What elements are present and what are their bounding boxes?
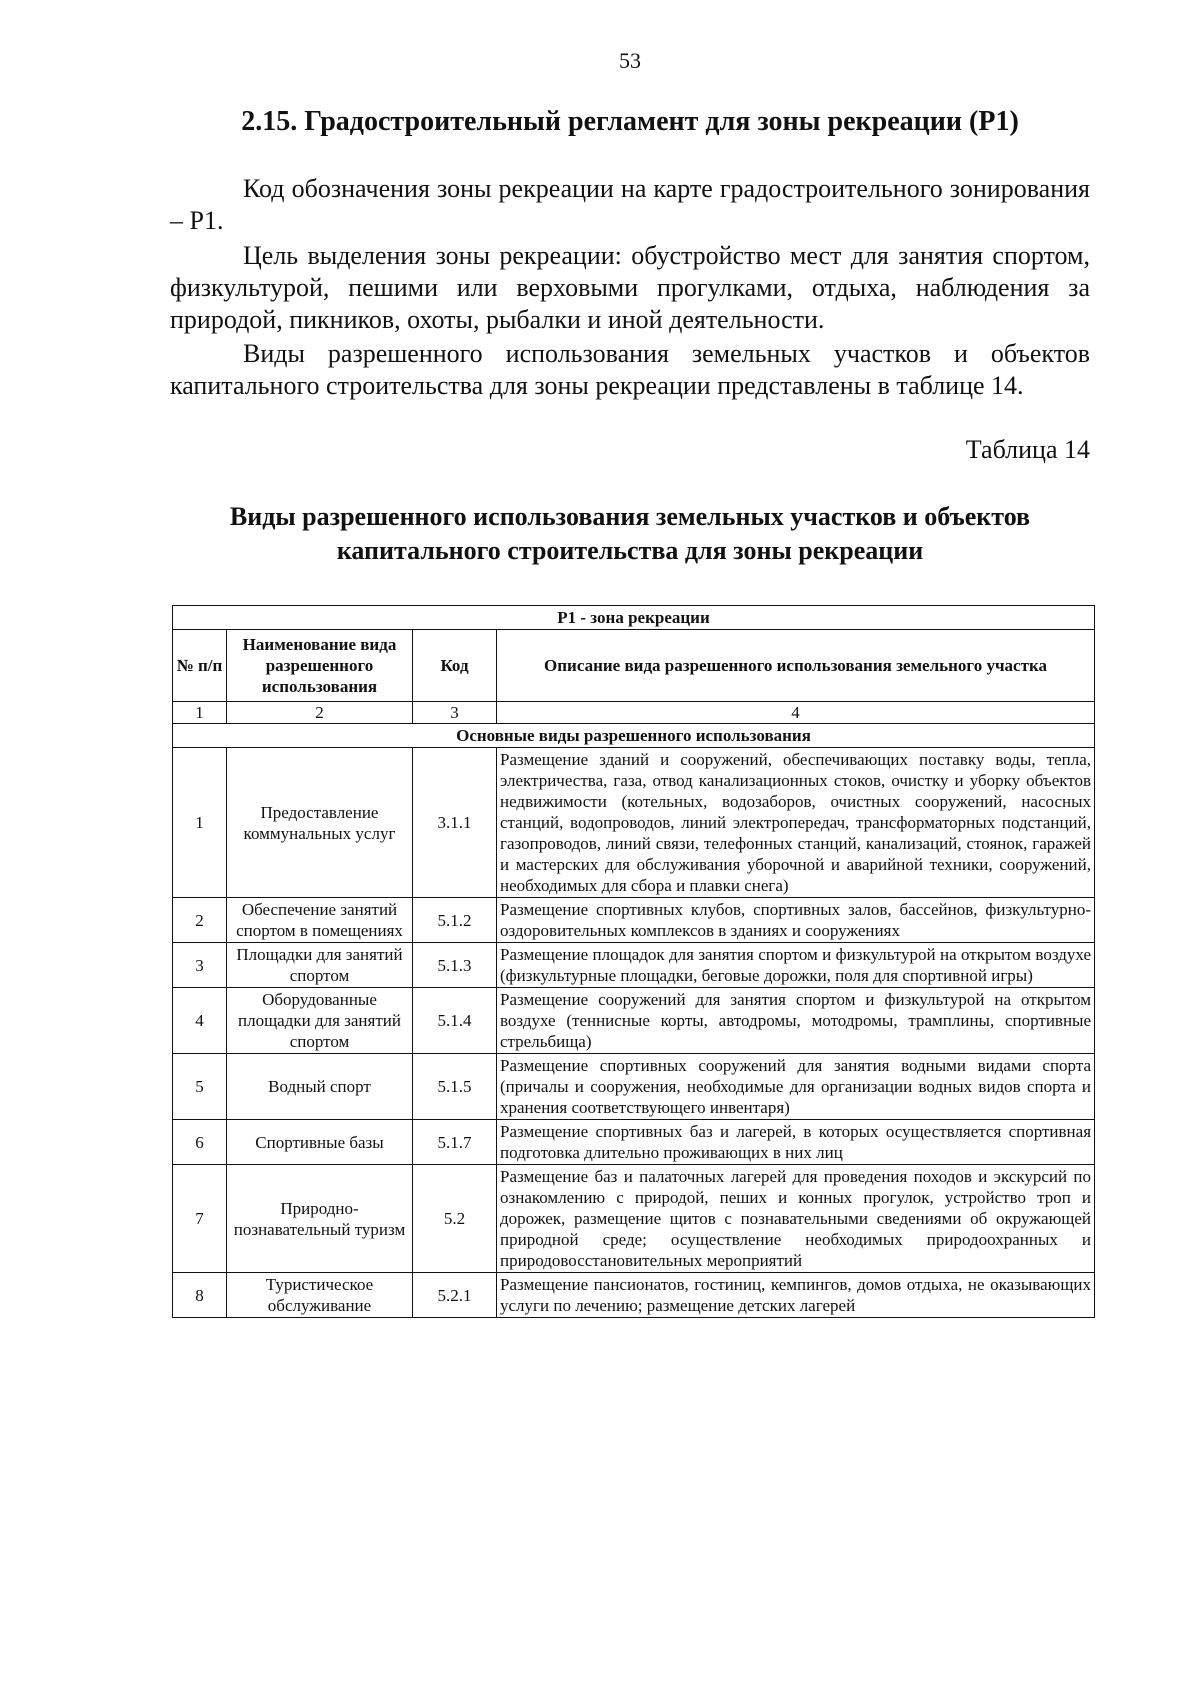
table-row bbox=[173, 898, 1095, 943]
row-number: 7 bbox=[173, 1165, 227, 1273]
column-number: 2 bbox=[227, 702, 413, 724]
use-name: Предоставление коммунальных услуг bbox=[227, 748, 413, 898]
use-code: 5.1.4 bbox=[413, 988, 497, 1054]
use-description: Размещение зданий и сооружений, обеспечивающих поставку воды, тепла, электричества, газа, отвод канализационных стоков, очистку и уборку объектов недвижимости (котельных, водозаборов, очистных сооружений, насосных станций, водопроводов, линий электропередач, трансформаторных подстанций, газопроводов, линий связи, телефонных станций, канализаций, стоянок, гаражей и мастерских для обслуживания уборочной и аварийной техники, сооружений, необходимых для сбора и плавки снега) bbox=[497, 748, 1095, 898]
paragraph-text: Цель выделения зоны рекреации: обустройство мест для занятия спортом, физкультурой, пешими или верховыми прогулками, отдыха, наблюдения за природой, пикников, охоты, рыбалки и иной деятельности. bbox=[170, 241, 1090, 334]
paragraph-text: Код обозначения зоны рекреации на карте градостроительного зонирования – Р1. bbox=[170, 174, 1090, 235]
use-code: 5.1.2 bbox=[413, 898, 497, 943]
header-desc: Описание вида разрешенного использования земельного участка bbox=[497, 630, 1095, 702]
zone-title: Р1 - зона рекреации bbox=[173, 606, 1095, 630]
column-number: 4 bbox=[497, 702, 1095, 724]
use-description: Размещение пансионатов, гостиниц, кемпингов, домов отдыха, не оказывающих услуги по лечению; размещение детских лагерей bbox=[497, 1273, 1095, 1318]
table-row bbox=[173, 1120, 1095, 1165]
use-name: Водный спорт bbox=[227, 1054, 413, 1120]
use-code: 5.2.1 bbox=[413, 1273, 497, 1318]
row-number: 3 bbox=[173, 943, 227, 988]
table-row bbox=[173, 748, 1095, 898]
header-num: № п/п bbox=[173, 630, 227, 702]
header-name: Наименование вида разрешенного использования bbox=[227, 630, 413, 702]
row-number: 8 bbox=[173, 1273, 227, 1318]
column-number-row bbox=[173, 702, 1095, 724]
header-row bbox=[173, 630, 1095, 702]
zone-title-row bbox=[173, 606, 1095, 630]
use-description: Размещение площадок для занятия спортом и физкультурой на открытом воздухе (физкультурные площадки, беговые дорожки, поля для спортивной игры) bbox=[497, 943, 1095, 988]
use-code: 5.1.7 bbox=[413, 1120, 497, 1165]
use-name: Туристическое обслуживание bbox=[227, 1273, 413, 1318]
paragraph-permitted-uses bbox=[170, 338, 1090, 402]
group-title: Основные виды разрешенного использования bbox=[173, 724, 1095, 748]
use-code: 3.1.1 bbox=[413, 748, 497, 898]
section-title: 2.15. Градостроительный регламент для зоны рекреации (Р1) bbox=[241, 106, 1019, 137]
use-description: Размещение сооружений для занятия спортом и физкультурой на открытом воздухе (теннисные корты, автодромы, мотодромы, трамплины, спортивные стрельбища) bbox=[497, 988, 1095, 1054]
row-number: 6 bbox=[173, 1120, 227, 1165]
use-description: Размещение спортивных клубов, спортивных залов, бассейнов, физкультурно-оздоровительных комплексов в зданиях и сооружениях bbox=[497, 898, 1095, 943]
paragraph-zone-code bbox=[170, 173, 1090, 237]
use-description: Размещение спортивных баз и лагерей, в которых осуществляется спортивная подготовка длительно проживающих в них лиц bbox=[497, 1120, 1095, 1165]
paragraph-text: Виды разрешенного использования земельных участков и объектов капитального строительства для зоны рекреации представлены в таблице 14. bbox=[170, 339, 1090, 400]
use-name: Обеспечение занятий спортом в помещениях bbox=[227, 898, 413, 943]
row-number: 5 bbox=[173, 1054, 227, 1120]
table-row bbox=[173, 1165, 1095, 1273]
use-description: Размещение баз и палаточных лагерей для проведения походов и экскурсий по ознакомлению с природой, пеших и конных прогулок, устройство троп и дорожек, размещение щитов с познавательными сведениями об окружающей природной среде; осуществление необходимых природоохранных и природовосстановительных мероприятий bbox=[497, 1165, 1095, 1273]
column-number: 1 bbox=[173, 702, 227, 724]
permitted-use-table bbox=[172, 605, 1095, 1318]
use-name: Природно-познавательный туризм bbox=[227, 1165, 413, 1273]
use-code: 5.1.3 bbox=[413, 943, 497, 988]
use-description: Размещение спортивных сооружений для занятия водными видами спорта (причалы и сооружения, необходимые для организации водных видов спорта и хранения соответствующего инвентаря) bbox=[497, 1054, 1095, 1120]
use-name: Оборудованные площадки для занятий спортом bbox=[227, 988, 413, 1054]
paragraph-zone-goal bbox=[170, 240, 1090, 336]
use-name: Спортивные базы bbox=[227, 1120, 413, 1165]
table-row bbox=[173, 943, 1095, 988]
table-row bbox=[173, 1273, 1095, 1318]
column-number: 3 bbox=[413, 702, 497, 724]
use-code: 5.2 bbox=[413, 1165, 497, 1273]
row-number: 2 bbox=[173, 898, 227, 943]
page-number: 53 bbox=[619, 48, 641, 73]
use-name: Площадки для занятий спортом bbox=[227, 943, 413, 988]
row-number: 1 bbox=[173, 748, 227, 898]
table-caption: Таблица 14 bbox=[965, 435, 1090, 464]
table-title: Виды разрешенного использования земельных участков и объектов капитального строительства для зоны рекреации bbox=[229, 502, 1031, 565]
table-row bbox=[173, 988, 1095, 1054]
row-number: 4 bbox=[173, 988, 227, 1054]
header-code: Код bbox=[413, 630, 497, 702]
table-row bbox=[173, 1054, 1095, 1120]
use-code: 5.1.5 bbox=[413, 1054, 497, 1120]
group-row bbox=[173, 724, 1095, 748]
